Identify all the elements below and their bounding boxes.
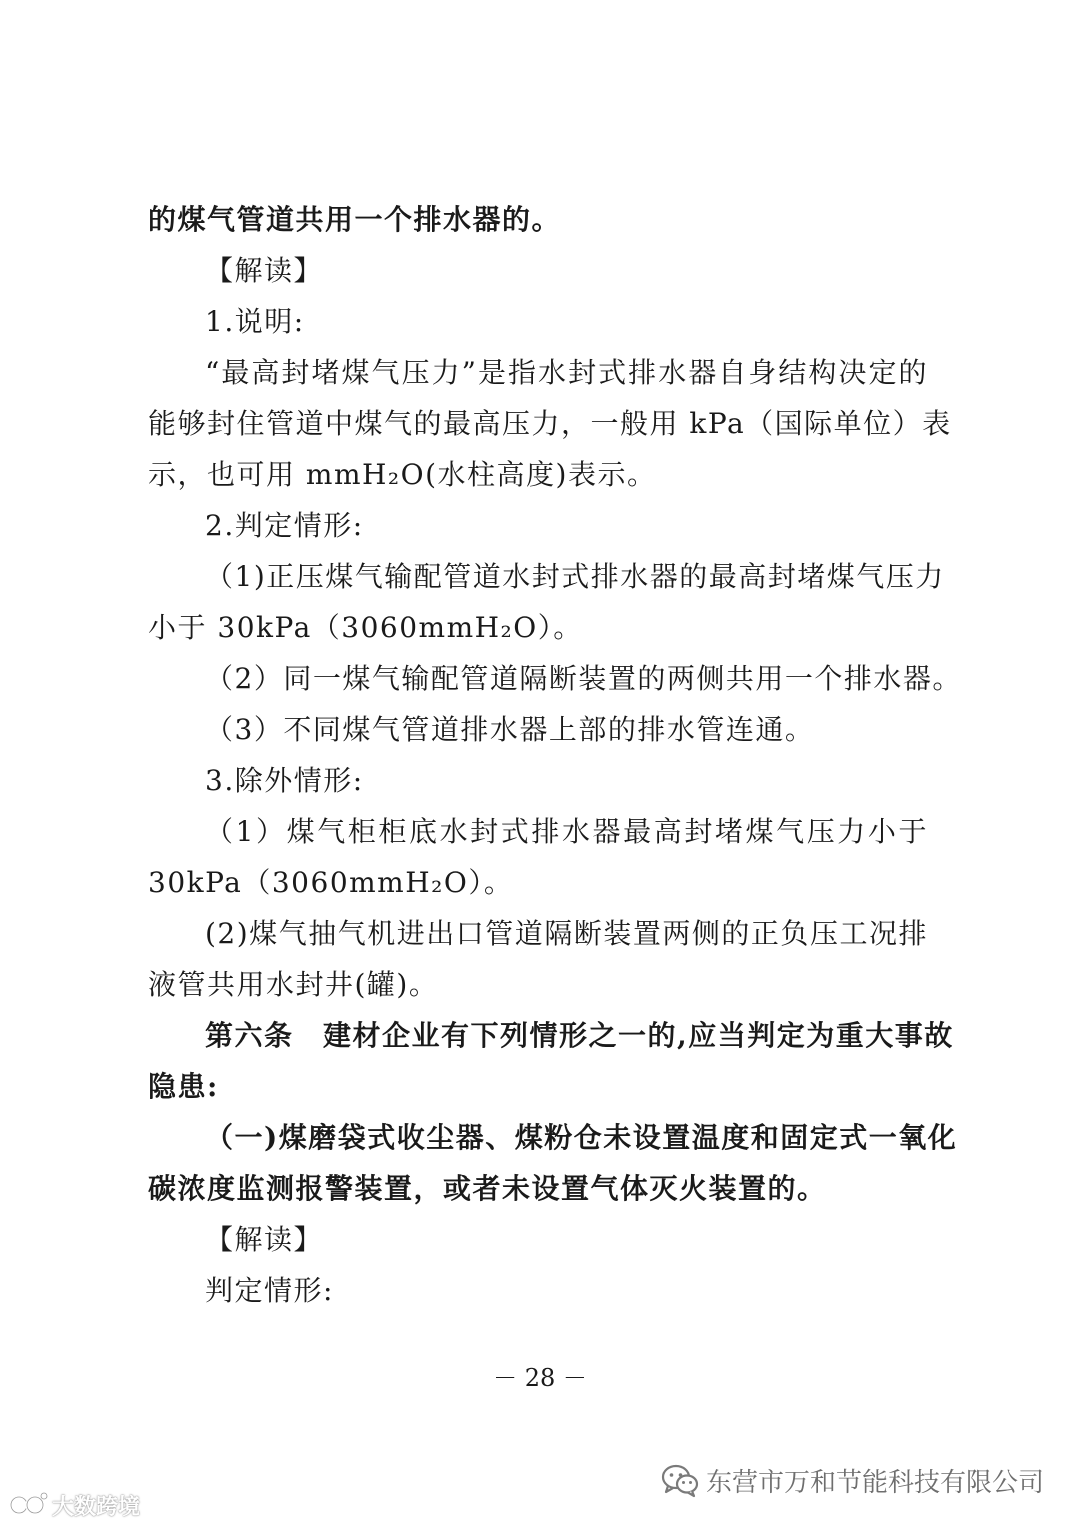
subsection-heading: 2.判定情形:	[205, 509, 364, 542]
paragraph-line: 示，也可用 mmH₂O(水柱高度)表示。	[148, 458, 657, 491]
paragraph-line: 小于 30kPa（3060mmH₂O）。	[148, 611, 583, 644]
article-heading: 第六条 建材企业有下列情形之一的,应当判定为重大事故	[205, 1019, 954, 1052]
paragraph-line: (2)煤气抽气机进出口管道隔断装置两侧的正负压工况排	[205, 917, 928, 950]
paragraph-line: 能够封住管道中煤气的最高压力，一般用 kPa（国际单位）表	[148, 407, 952, 440]
wechat-account-name: 东营市万和节能科技有限公司	[705, 1467, 1044, 1498]
wechat-icon	[660, 1462, 700, 1498]
subsection-heading: 1.说明:	[205, 305, 305, 338]
page-number: － 28 －	[493, 1364, 587, 1392]
wechat-watermark	[660, 1460, 1044, 1500]
brand-logo-icon	[8, 1490, 48, 1520]
subsection-heading: 3.除外情形:	[205, 764, 364, 797]
paragraph-line: （1)正压煤气输配管道水封式排水器的最高封堵煤气压力	[205, 560, 945, 593]
paragraph-line: 的煤气管道共用一个排水器的。	[148, 203, 562, 236]
paragraph-line: （3）不同煤气管道排水器上部的排水管连通。	[205, 713, 815, 746]
section-heading: 【解读】	[205, 1223, 324, 1256]
paragraph-line: 液管共用水封井(罐)。	[148, 968, 439, 1001]
paragraph-line: （一)煤磨袋式收尘器、煤粉仓未设置温度和固定式一氧化	[205, 1121, 958, 1154]
subsection-heading: 判定情形:	[205, 1274, 334, 1307]
paragraph-line: 隐患:	[148, 1070, 219, 1103]
paragraph-line: （1）煤气柜柜底水封式排水器最高封堵煤气压力小于	[205, 815, 928, 848]
brand-name: 大数跨境	[52, 1494, 141, 1520]
paragraph-line: “最高封堵煤气压力”是指水封式排水器自身结构决定的	[205, 356, 928, 389]
paragraph-line: 30kPa（3060mmH₂O）。	[148, 866, 514, 899]
section-heading: 【解读】	[205, 254, 324, 287]
brand-watermark	[8, 1488, 140, 1522]
paragraph-line: （2）同一煤气输配管道隔断装置的两侧共用一个排水器。	[205, 662, 962, 695]
paragraph-line: 碳浓度监测报警装置，或者未设置气体灭火装置的。	[148, 1172, 827, 1205]
